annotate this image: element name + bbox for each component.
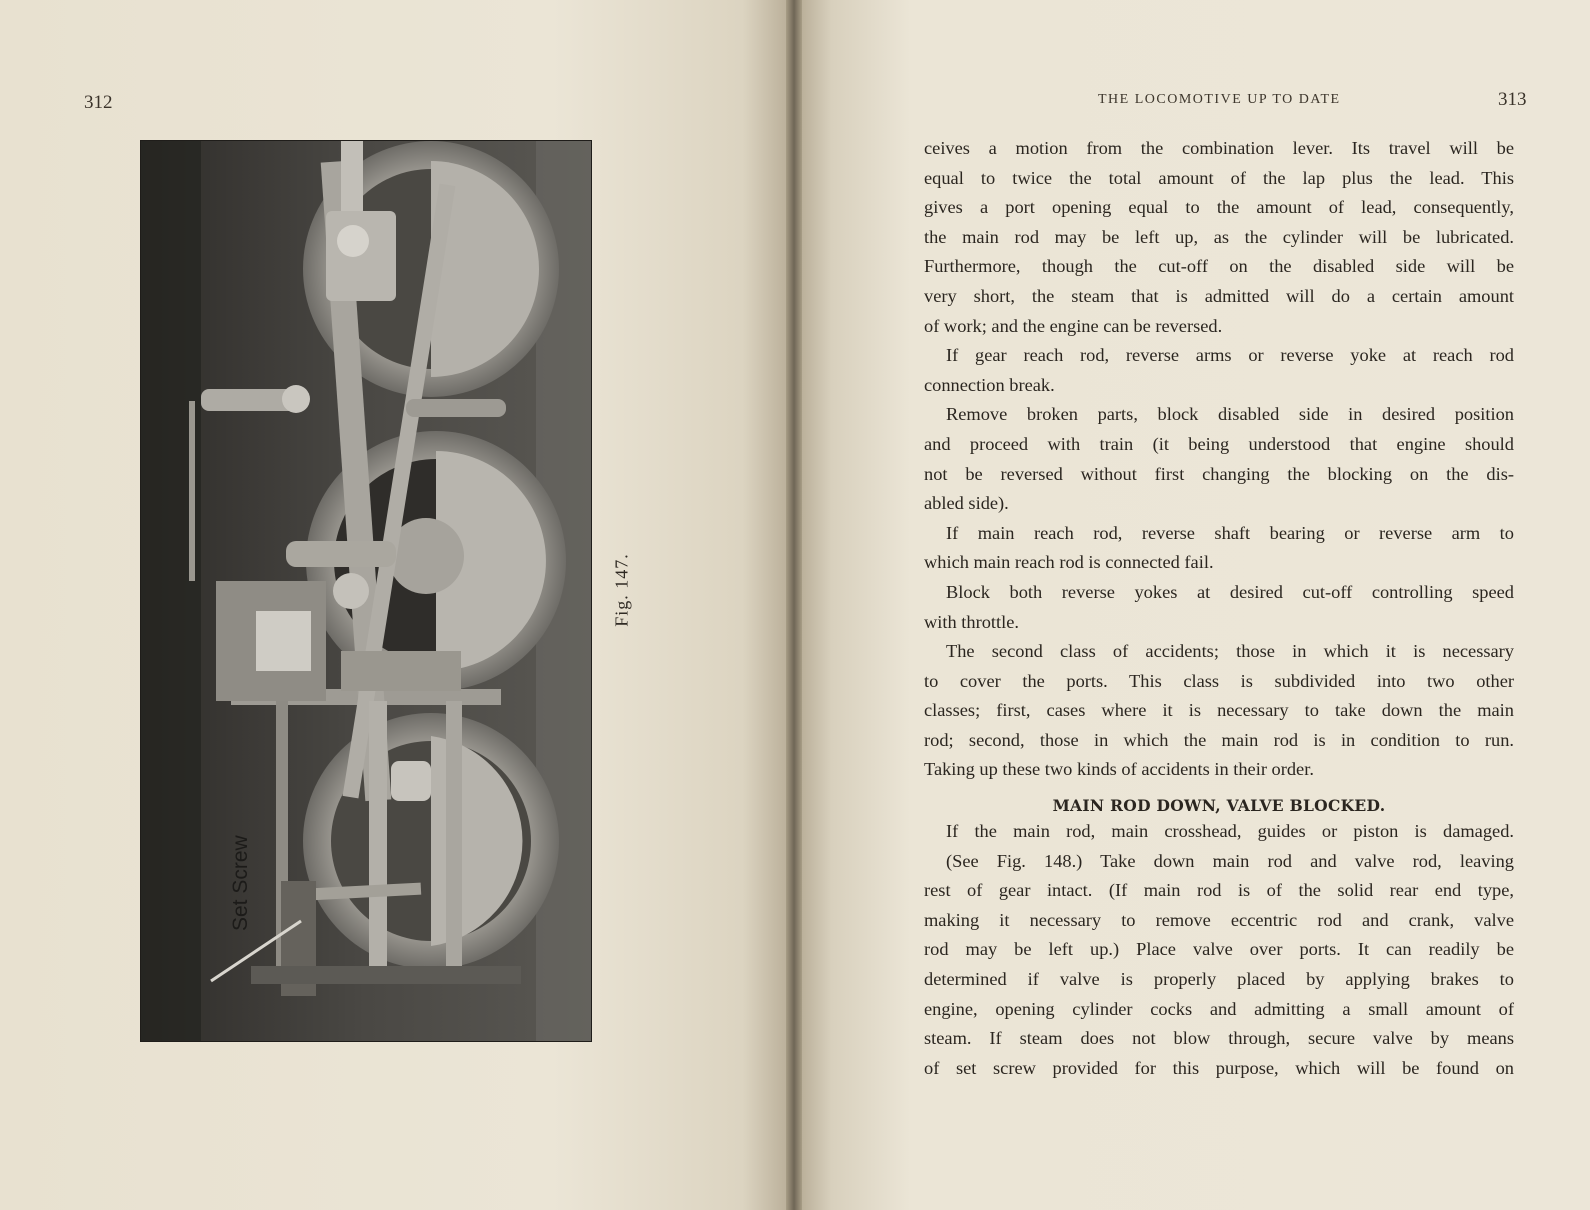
set-screw-label: Set Screw <box>229 835 252 931</box>
driving-wheel-bottom <box>303 713 559 969</box>
text-line: Taking up these two kinds of accidents in their order. <box>924 759 1314 780</box>
text-line: rest of gear intact. (If main rod is of the solid rear end type, <box>924 880 1514 901</box>
text-before-heading <box>924 134 1514 785</box>
text-line: gives a port opening equal to the amount of lead, consequently, <box>924 197 1514 218</box>
figure-plate <box>140 140 592 1042</box>
page-number-right: 313 <box>1498 89 1527 110</box>
text-line: to cover the ports. This class is subdivided into two other <box>924 670 1514 691</box>
text-line: engine, opening cylinder cocks and admitting a small amount of <box>924 998 1514 1019</box>
text-line: which main reach rod is connected fail. <box>924 552 1214 573</box>
figure-caption: Fig. 147. <box>611 553 632 627</box>
body-text <box>924 134 1514 1083</box>
text-line: Remove broken parts, block disabled side in desired position <box>946 404 1514 425</box>
text-line: rod; second, those in which the main rod is in condition to run. <box>924 729 1514 750</box>
text-line: making it necessary to remove eccentric rod and crank, valve <box>924 909 1514 930</box>
text-line: If main reach rod, reverse shaft bearing or reverse arm to <box>946 522 1514 543</box>
text-line: The second class of accidents; those in which it is necessary <box>946 641 1514 662</box>
text-line: the main rod may be left up, as the cylinder will be lubricated. <box>924 226 1514 247</box>
left-page <box>0 0 790 1210</box>
text-line: of set screw provided for this purpose, which will be found on <box>924 1057 1514 1078</box>
text-line: If the main rod, main crosshead, guides or piston is damaged. <box>946 821 1514 842</box>
text-after-heading <box>924 817 1514 1083</box>
crosshead <box>326 211 396 301</box>
text-line: steam. If steam does not blow through, secure valve by means <box>924 1028 1514 1049</box>
valve-gear-photograph <box>141 141 591 1041</box>
text-line: very short, the steam that is admitted will do a certain amount <box>924 285 1514 306</box>
text-line: If gear reach rod, reverse arms or reverse yoke at reach rod <box>946 345 1514 366</box>
text-line: classes; first, cases where it is necessary to take down the main <box>924 700 1514 721</box>
text-line: determined if valve is properly placed by applying brakes to <box>924 969 1514 990</box>
valve-rod <box>369 701 387 971</box>
text-line: equal to twice the total amount of the lap plus the lead. This <box>924 167 1514 188</box>
text-line: ceives a motion from the combination lever. Its travel will be <box>924 138 1514 158</box>
text-line: abled side). <box>924 493 1009 514</box>
text-line: and proceed with train (it being understood that engine should <box>924 433 1514 454</box>
text-line: (See Fig. 148.) Take down main rod and valve rod, leaving <box>946 850 1514 871</box>
running-head: THE LOCOMOTIVE UP TO DATE <box>1098 92 1341 107</box>
text-line: rod may be left up.) Place valve over ports. It can readily be <box>924 939 1514 960</box>
text-line: Block both reverse yokes at desired cut-off controlling speed <box>946 581 1514 602</box>
text-line: connection break. <box>924 374 1055 395</box>
right-page <box>800 0 1590 1210</box>
text-line: not be reversed without first changing the blocking on the dis- <box>924 463 1514 484</box>
text-line: with throttle. <box>924 611 1020 632</box>
page-number-left: 312 <box>84 92 113 113</box>
book-gutter <box>786 0 802 1210</box>
text-line: of work; and the engine can be reversed. <box>924 315 1223 336</box>
text-line: Furthermore, though the cut-off on the disabled side will be <box>924 256 1514 277</box>
section-heading: MAIN ROD DOWN, VALVE BLOCKED. <box>1052 796 1386 816</box>
